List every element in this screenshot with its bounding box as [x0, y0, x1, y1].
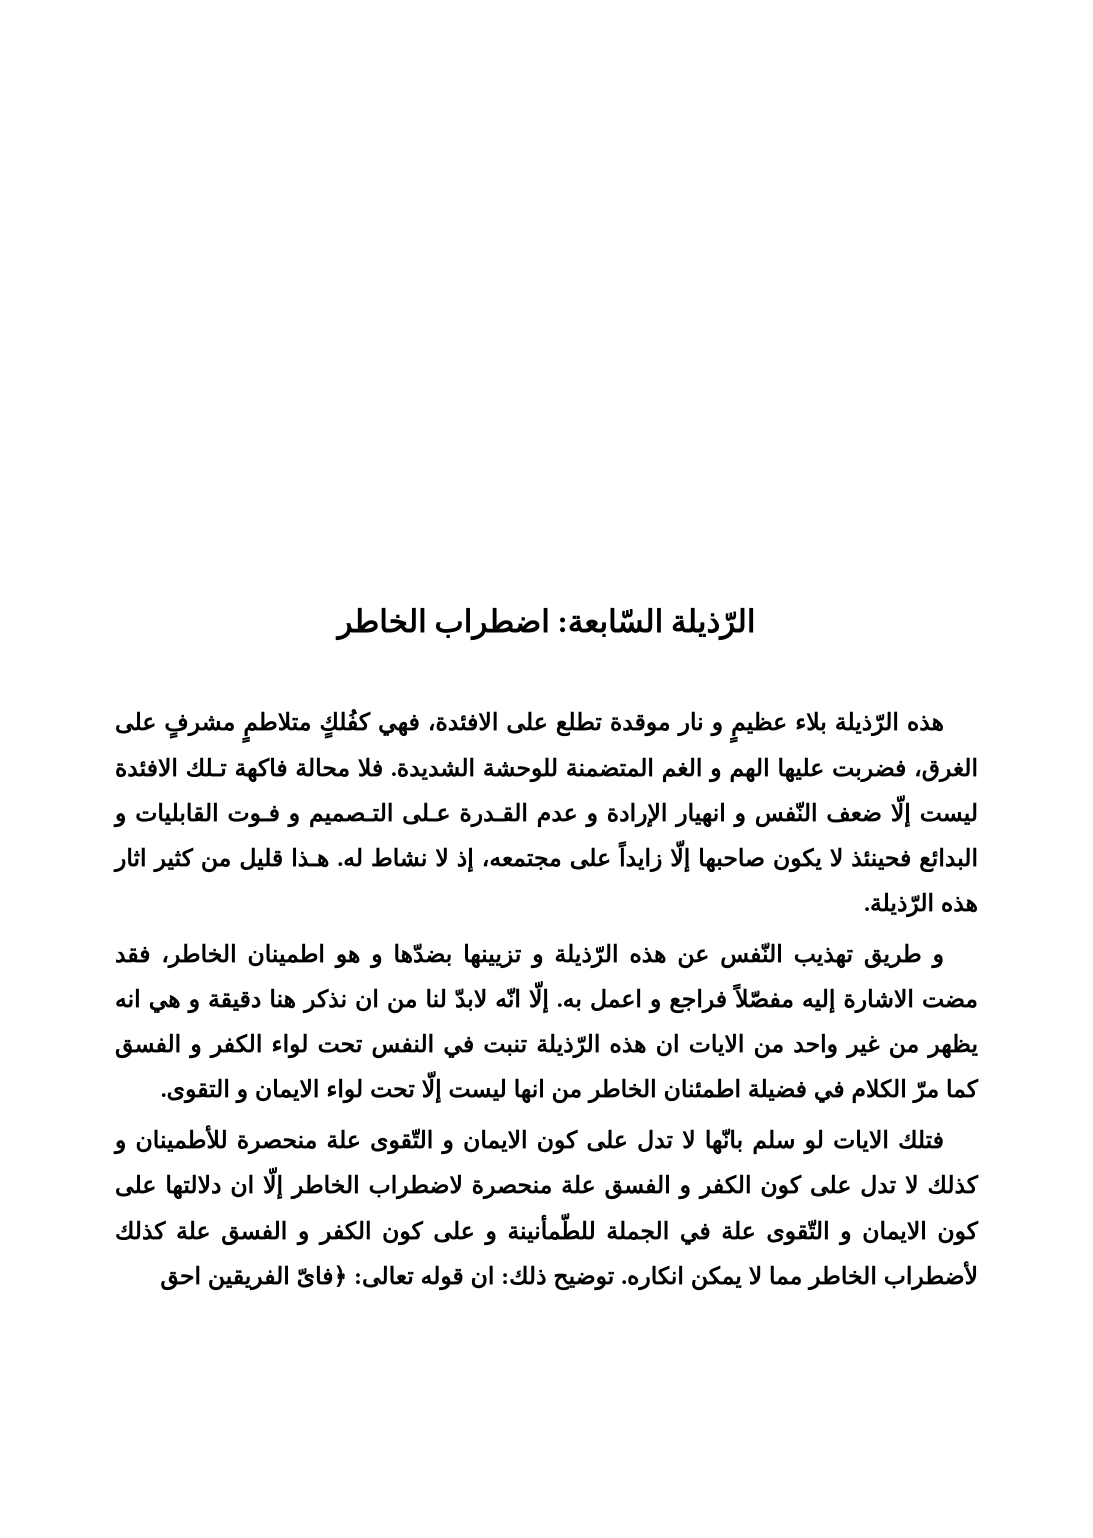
page-title: الرّذيلة السّابعة: اضطراب الخاطر	[337, 604, 756, 639]
page-top-margin	[115, 0, 978, 600]
body-paragraph-3: فتلك الايات لو سلم بانّها لا تدل على كون الايمان و التّقوى علة منحصرة للأطمينان و كذلك لا تدل على كون الكفر و الفسق علة منحصرة لاضطراب الخاطر إلّا ان دلالتها على كون الايمان و التّقوى علة في الجملة للطّمأنينة و على كون الكفر و الفسق علة كذلك لأضطراب الخاطر مما لا يمكن انكاره. توضيح ذلك: ان قوله تعالى: ﴿فاىّ الفريقين احق	[115, 1128, 978, 1290]
body-paragraph-2: و طريق تهذيب النّفس عن هذه الرّذيلة و تزيينها بضدّها و هو اطمينان الخاطر، فقد مضت الاشارة إليه مفصّلاً فراجع و اعمل به. إلّا انّه لابدّ لنا من ان نذكر هنا دقيقة و هي انه يظهر من غير واحد من الايات ان هذه الرّذيلة تنبت في النفس تحت لواء الكفر و الفسق كما مرّ الكلام في فضيلة اطمئنان الخاطر من انها ليست إلّا تحت لواء الايمان و التقوى.	[115, 941, 978, 1104]
body-paragraph-1: هذه الرّذيلة بلاء عظيمٍ و نار موقدة تطلع على الافئدة، فهي كفُلكٍ متلاطمٍ مشرفٍ على الغرق، فضربت عليها الهم و الغم المتضمنة للوحشة الشديدة. فلا محالة فاكهة تـلك الافئدة ليست إلّا ضعف النّفس و انهيار الإرادة و عدم القـدرة عـلى التـصميم و فـوت القابليات و البدائع فحينئذ لا يكون صاحبها إلّا زايداً على مجتمعه، إذ لا نشاط له. هـذا قليل من كثير اثار هذه الرّذيلة.	[115, 710, 978, 917]
